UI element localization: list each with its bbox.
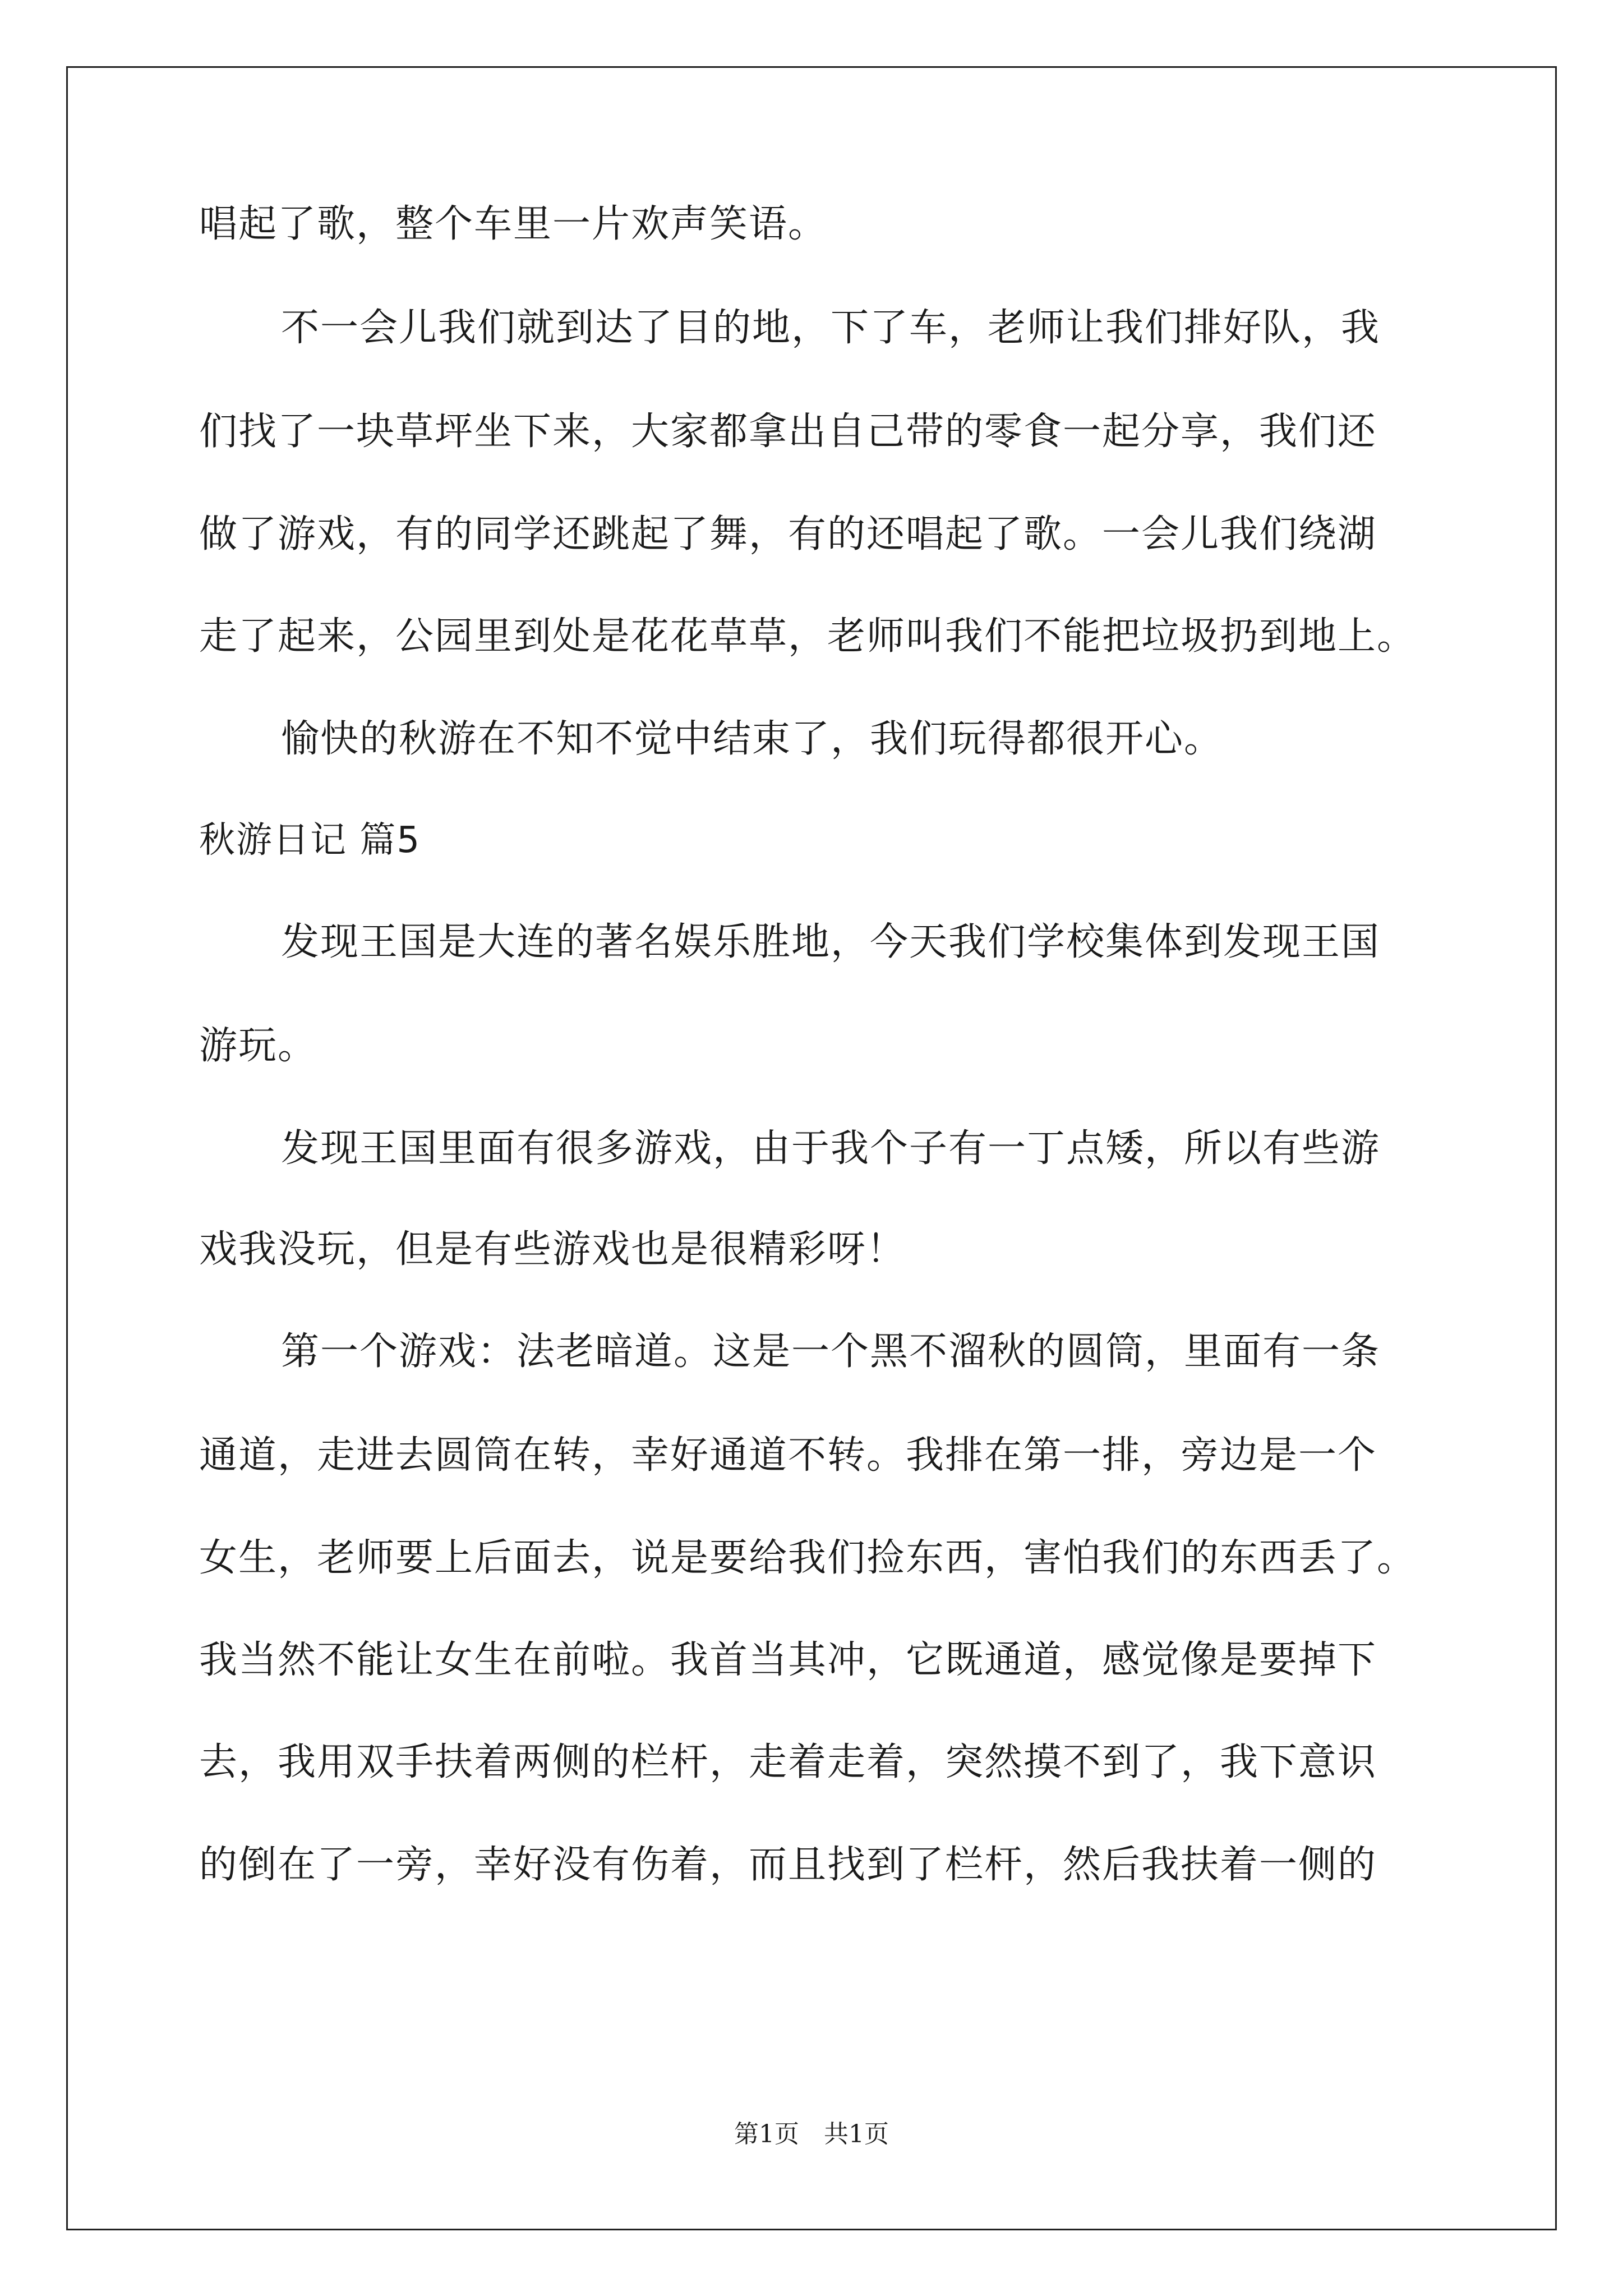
paragraph-first-line: 第一个游戏：法老暗道。这是一个黑不溜秋的圆筒，里面有一条: [281, 1329, 1381, 1374]
section-heading: 秋游日记 篇5: [199, 820, 421, 861]
text-line: 游玩。: [199, 1024, 317, 1068]
paragraph-first-line: 不一会儿我们就到达了目的地，下了车，老师让我们排好队，我: [281, 306, 1381, 350]
paragraph-first-line: 发现王国里面有很多游戏，由于我个子有一丁点矮，所以有些游: [281, 1126, 1381, 1171]
paragraph-first-line: 发现王国是大连的著名娱乐胜地，今天我们学校集体到发现王国: [281, 920, 1381, 964]
text-line: 们找了一块草坪坐下来，大家都拿出自己带的零食一起分享，我们还: [199, 409, 1377, 454]
text-line: 的倒在了一旁，幸好没有伤着，而且找到了栏杆，然后我扶着一侧的: [199, 1843, 1377, 1887]
page-footer: 第1页 共1页: [734, 2120, 889, 2148]
text-line: 走了起来，公园里到处是花花草草，老师叫我们不能把垃圾扔到地上。: [199, 614, 1417, 659]
paragraph-first-line: 愉快的秋游在不知不觉中结束了，我们玩得都很开心。: [281, 717, 1224, 761]
text-line: 戏我没玩，但是有些游戏也是很精彩呀！: [199, 1227, 906, 1272]
text-line: 通道，走进去圆筒在转，幸好通道不转。我排在第一排，旁边是一个: [199, 1433, 1377, 1478]
text-line: 做了游戏，有的同学还跳起了舞，有的还唱起了歌。一会儿我们绕湖: [199, 512, 1377, 556]
text-line: 我当然不能让女生在前啦。我首当其冲，它既通道，感觉像是要掉下: [199, 1638, 1377, 1682]
text-line: 女生，老师要上后面去，说是要给我们捡东西，害怕我们的东西丢了。: [199, 1536, 1417, 1580]
text-line: 去，我用双手扶着两侧的栏杆，走着走着，突然摸不到了，我下意识: [199, 1740, 1377, 1784]
text-line: 唱起了歌，整个车里一片欢声笑语。: [199, 202, 828, 246]
